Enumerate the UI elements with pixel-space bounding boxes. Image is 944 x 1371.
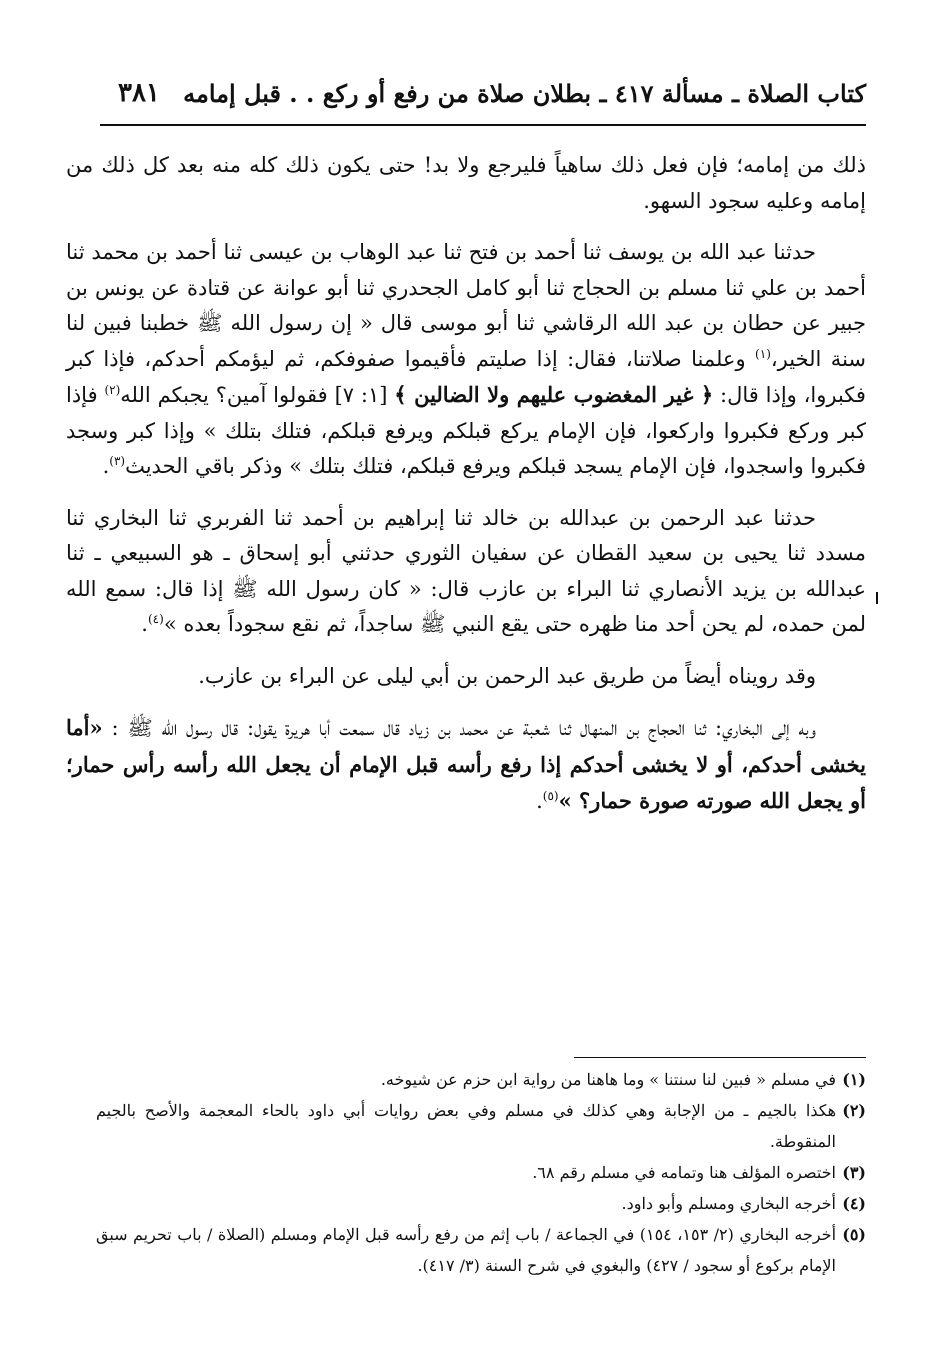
header-rule <box>100 124 866 126</box>
footnote-3 <box>96 1157 866 1188</box>
footnote-mark: (٥) <box>842 1225 866 1244</box>
main-text <box>66 148 866 836</box>
quran-quote: ﴿ غير المغضوب عليهم ولا الضالين ﴾ <box>394 382 714 407</box>
p5-text-2: . <box>536 789 543 813</box>
footnote-5 <box>96 1219 866 1281</box>
paragraph-5 <box>66 710 866 820</box>
footnote-text: أخرجه البخاري (٢/ ١٥٣، ١٥٤) في الجماعة / باب إثم من رفع رأسه قبل الإمام ومسلم (الصلاة / باب تحريم سبق الإمام بركوع أو سجود / ٤٢٧) والبغوي في شرح السنة (٣/ ٤١٧). <box>96 1225 837 1275</box>
margin-mark <box>876 592 878 604</box>
p2-text-1: حدثنا عبد الله بن يوسف ثنا أحمد بن فتح ثنا عبد الوهاب بن عيسى ثنا أحمد بن محمد ثنا أحمد بن علي ثنا مسلم بن الحجاج ثنا أبو كامل الجحدري ثنا أبو عوانة عن قتادة عن يونس بن جبير عن حطان بن عبد الله الرقاشي ثنا أبو موسى قال « إن رسول الله ﷺ خطبنا فبين لنا سنة الخير، <box>66 240 866 371</box>
footnote-rule <box>574 1057 866 1058</box>
running-title: كتاب الصلاة ـ مسألة ٤١٧ ـ بطلان صلاة من رفع أو ركع . . قبل إمامه <box>183 78 866 108</box>
footnote-ref-4[interactable]: (٤) <box>147 612 164 626</box>
footnote-text: في مسلم « فبين لنا سنتنا » وما هاهنا من رواية ابن حزم عن شيوخه. <box>380 1070 836 1089</box>
p3-text-1: حدثنا عبد الرحمن بن عبدالله بن خالد ثنا إبراهيم بن أحمد ثنا الفربري ثنا البخاري ثنا مسدد ثنا يحيى بن سعيد القطان عن سفيان الثوري حدثني أبو إسحاق ـ هو السبيعي ـ ثنا عبدالله بن يزيد الأنصاري ثنا البراء بن عازب قال: « كان رسول الله ﷺ إذا قال: سمع الله لمن حمده، لم يحن أحد منا ظهره حتى يقع النبي ﷺ ساجداً، ثم نقع سجوداً بعده » <box>66 505 866 636</box>
footnote-2 <box>96 1095 866 1157</box>
footnote-text: أخرجه البخاري ومسلم وأبو داود. <box>621 1194 836 1213</box>
footnote-text: هكذا بالجيم ـ من الإجابة وهي كذلك في مسلم وفي بعض روايات أبي داود بالحاء المعجمة والأصح بالجيم المنقوطة. <box>96 1101 837 1151</box>
p2-text-3: [١: ٧] فقولوا آمين؟ يجبكم الله <box>120 383 388 407</box>
footnote-mark: (٣) <box>842 1163 866 1182</box>
footnote-mark: (٤) <box>842 1194 866 1213</box>
footnote-ref-5[interactable]: (٥) <box>542 789 559 803</box>
p5-text-1: وبه إلى البخاري: ثنا الحجاج بن المنهال ثنا شعبة عن محمد بن زياد قال سمعت أبا هريرة يقول: قال رسول الله ﷺ : <box>111 716 816 740</box>
footnote-mark: (٢) <box>842 1101 866 1120</box>
footnote-text: اختصره المؤلف هنا وتمامه في مسلم رقم ٦٨. <box>532 1163 836 1182</box>
footnote-ref-3[interactable]: (٣) <box>109 454 126 468</box>
footnote-ref-1[interactable]: (١) <box>755 346 771 361</box>
footnote-ref-2[interactable]: (٢) <box>104 383 121 397</box>
page-header <box>118 70 866 116</box>
paragraph-3 <box>66 501 866 643</box>
footnotes <box>96 1064 866 1281</box>
p3-text-2: . <box>141 612 148 636</box>
paragraph-2 <box>66 235 866 485</box>
footnote-mark: (١) <box>842 1070 866 1089</box>
page-number: ٣٨١ <box>118 78 160 108</box>
footnote-4 <box>96 1188 866 1219</box>
paragraph-1: ذلك من إمامه؛ فإن فعل ذلك ساهياً فليرجع ولا بد! حتى يكون ذلك كله منه بعد كل ذلك من إمامه وعليه سجود السهو. <box>66 153 866 213</box>
p2-text-2: وعلمنا صلاتنا، فقال: إذا صليتم فأقيموا صفوفكم، ثم ليؤمكم أحدكم، فإذا كبر فكبروا، وإذا قال: <box>66 346 866 407</box>
footnote-1 <box>96 1064 866 1095</box>
p2-text-5: . <box>102 454 110 478</box>
p2-text-4: فإذا كبر وركع فكبروا واركعوا، فإن الإمام يركع قبلكم ويرفع قبلكم، فتلك بتلك » وإذا كبر وسجد فكبروا واسجدوا، فإن الإمام يسجد قبلكم ويرفع قبلكم، فتلك بتلك » وذكر باقي الحديث <box>66 383 866 478</box>
paragraph-4: وقد رويناه أيضاً من طريق عبد الرحمن بن أبي ليلى عن البراء بن عازب. <box>198 663 816 688</box>
hadith-quote: «أما يخشى أحدكم، أو لا يخشى أحدكم إذا رفع رأسه قبل الإمام أن يجعل الله رأسه رأس حمار؛ أو يجعل الله صورته صورة حمار؟ » <box>66 715 866 813</box>
